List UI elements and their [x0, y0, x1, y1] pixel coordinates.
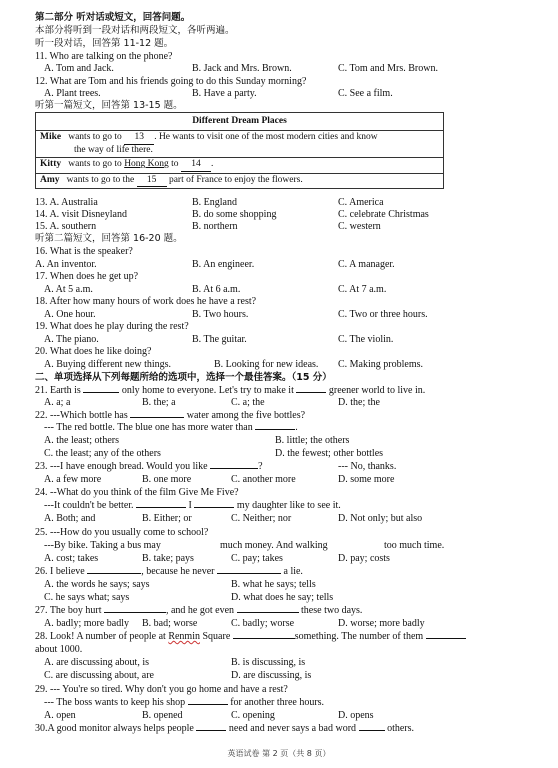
q23-stem-a: 23. ---I have enough bread. Would you like — [35, 461, 211, 472]
q21-option-d: D. the; the — [338, 397, 380, 408]
q26-stem-c: a lie. — [281, 566, 303, 577]
q27-blank-1 — [104, 612, 166, 613]
q20-stem: 20. What does he like doing? — [35, 346, 152, 357]
q11-option-b: B. Jack and Mrs. Brown. — [192, 63, 292, 74]
q21-stem-a: 21. Earth is — [35, 385, 84, 396]
q23-option-a: A. a few more — [44, 474, 102, 485]
part2-title: 第二部分 听对话或短文，回答问题。 — [35, 12, 191, 23]
q25-line2-b: much money. And walking — [220, 540, 328, 551]
q23-option-d: D. some more — [338, 474, 395, 485]
q29-line2 — [44, 697, 324, 709]
mike-text-post: . He wants to visit one of the most modern cities and know — [154, 132, 378, 143]
q12-stem: 12. What are Tom and his friends going to do this Sunday morning? — [35, 76, 307, 87]
q27-option-a: A. badly; more badly — [44, 618, 129, 629]
q25-option-d: D. pay; costs — [338, 553, 390, 564]
q22-line2-a: --- The red bottle. The blue one has more water than — [44, 422, 256, 433]
q27-option-b: B. bad; worse — [142, 618, 198, 629]
q22-blank-1 — [130, 417, 184, 418]
q21-option-a: A. a; a — [44, 397, 71, 408]
q28-stem — [35, 631, 466, 643]
q30-stem — [35, 723, 414, 735]
q29-blank — [188, 704, 228, 705]
q15-option-c: C. western — [338, 221, 381, 232]
q19-stem: 19. What does he play during the rest? — [35, 321, 189, 332]
q28-renmin: Renmin — [168, 631, 200, 642]
q23-stem — [35, 461, 263, 473]
blank-13: 13 — [124, 132, 154, 144]
q20-option-c: C. Making problems. — [338, 359, 423, 370]
mike-text-line2: the way of life there. — [74, 144, 153, 155]
q27-option-c: C. badly; worse — [231, 618, 295, 629]
q24-option-d: D. Not only; but also — [338, 513, 423, 524]
q27-option-d: D. worse; more badly — [338, 618, 425, 629]
q27-blank-2 — [237, 612, 299, 613]
q23-stem-b: ? — [258, 461, 263, 472]
q21-stem — [35, 385, 425, 397]
q30-blank-1 — [196, 730, 226, 731]
q24-option-a: A. Both; and — [44, 513, 96, 524]
q22-option-a: A. the least; others — [44, 435, 119, 446]
q25-option-a: A. cost; takes — [44, 553, 99, 564]
table-row-amy — [36, 173, 444, 188]
kitty-name: Kitty — [40, 159, 62, 170]
q27-stem-a: 27. The boy hurt — [35, 605, 104, 616]
q26-blank-1 — [87, 573, 141, 574]
q23-blank — [210, 468, 258, 469]
section2-title: 二、单项选择从下列每题所给的选项中，选择一个最佳答案。（15 分） — [35, 372, 332, 383]
q25-option-b: B. take; pays — [142, 553, 194, 564]
q24-blank-1 — [136, 507, 186, 508]
q26-option-b: B. what he says; tells — [231, 579, 316, 590]
q13-option-c: C. America — [338, 197, 384, 208]
q28-option-a: A. are discussing about, is — [44, 657, 149, 668]
q26-stem-a: 26. I believe — [35, 566, 88, 577]
q23-reply: --- No, thanks. — [338, 461, 397, 472]
q26-option-c: C. he says what; says — [44, 592, 130, 603]
q25-line2-a: ---By bike. Taking a bus may — [44, 540, 161, 551]
q21-stem-c: greener world to live in. — [326, 385, 426, 396]
q18-option-b: B. Two hours. — [192, 309, 249, 320]
q16-option-c: C. A manager. — [338, 259, 395, 270]
q24-stem: 24. --What do you think of the film Give Me Five? — [35, 487, 239, 498]
passage1-intro: 听第一篇短文，回答第 13-15 题。 — [35, 100, 183, 111]
q25-line2-c: too much time. — [384, 540, 445, 551]
q20-option-b: B. Looking for new ideas. — [214, 359, 319, 370]
q27-stem — [35, 605, 362, 617]
q16-option-a: A. An inventor. — [35, 259, 97, 270]
blank-15: 15 — [137, 175, 167, 187]
q26-option-d: D. what does he say; tells — [231, 592, 334, 603]
q17-option-b: B. At 6 a.m. — [192, 284, 241, 295]
q27-stem-b: , and he got even — [165, 605, 237, 616]
q15-option-a: 15. A. southern — [35, 221, 97, 232]
q19-option-a: A. The piano. — [44, 334, 99, 345]
q17-stem: 17. When does he get up? — [35, 271, 139, 282]
q14-option-a: 14. A. visit Disneyland — [35, 209, 127, 220]
kitty-text-post: . — [210, 159, 214, 170]
q12-option-a: A. Plant trees. — [44, 88, 101, 99]
q28-option-d: D. are discussing, is — [231, 670, 312, 681]
q30-stem-b: need and never says a bad word — [226, 723, 359, 734]
q28-option-c: C. are discussing about, are — [44, 670, 154, 681]
q16-stem: 16. What is the speaker? — [35, 246, 133, 257]
part2-intro: 本部分将听到一段对话和两段短文，各听两遍。 — [35, 25, 235, 36]
q24-blank-2 — [194, 507, 234, 508]
amy-name: Amy — [40, 174, 60, 185]
q18-stem: 18. After how many hours of work does he have a rest? — [35, 296, 257, 307]
q20-option-a: A. Buying different new things. — [44, 359, 172, 370]
q23-option-b: B. one more — [142, 474, 192, 485]
q28-line2: about 1000. — [35, 644, 83, 655]
q17-option-a: A. At 5 a.m. — [44, 284, 93, 295]
q29-option-a: A. open — [44, 710, 76, 721]
q21-blank-1 — [83, 392, 119, 393]
q14-option-c: C. celebrate Christmas — [338, 209, 429, 220]
q24-line2-a: ---It couldn't be better. — [44, 500, 137, 511]
q12-option-b: B. Have a party. — [192, 88, 257, 99]
q27-stem-c: these two days. — [298, 605, 363, 616]
q22-line2-b: . — [295, 422, 298, 433]
q28-stem-c: something. The number of them — [294, 631, 426, 642]
q18-option-a: A. One hour. — [44, 309, 96, 320]
mike-text-pre: wants to go to — [68, 132, 125, 143]
q12-option-c: C. See a film. — [338, 88, 393, 99]
q11-option-a: A. Tom and Jack. — [44, 63, 114, 74]
q29-option-d: D. opens — [338, 710, 374, 721]
table-row-mike — [36, 131, 444, 158]
q22-line2 — [44, 422, 298, 434]
q29-option-b: B. opened — [142, 710, 183, 721]
mike-name: Mike — [40, 132, 62, 143]
q21-option-b: B. the; a — [142, 397, 176, 408]
q26-stem-b: , because he never — [141, 566, 217, 577]
dialog-intro: 听一段对话，回答第 11-12 题。 — [35, 38, 174, 49]
q28-option-b: B. is discussing, is — [231, 657, 306, 668]
q25-option-c: C. pay; takes — [231, 553, 283, 564]
q21-option-c: C. a; the — [231, 397, 265, 408]
q26-blank-2 — [217, 573, 281, 574]
q13-option-b: B. England — [192, 197, 237, 208]
q29-option-c: C. opening — [231, 710, 275, 721]
q21-blank-2 — [296, 392, 326, 393]
q24-option-b: B. Either; or — [142, 513, 192, 524]
q25-stem: 25. ---How do you usually come to school? — [35, 527, 209, 538]
q14-option-b: B. do some shopping — [192, 209, 277, 220]
q22-option-c: C. the least; any of the others — [44, 448, 161, 459]
kitty-place: Hong Kong — [124, 159, 169, 170]
q28-blank-1 — [233, 638, 295, 639]
q28-stem-a: 28. Look! A number of people at — [35, 631, 169, 642]
q22-option-b: B. little; the others — [275, 435, 350, 446]
amy-text-post: part of France to enjoy the flowers. — [166, 174, 303, 185]
q24-line2-c: my daughter like to see it. — [234, 500, 341, 511]
q24-option-c: C. Neither; nor — [231, 513, 292, 524]
q21-stem-b: only home to everyone. Let's try to make it — [119, 385, 297, 396]
q23-option-c: C. another more — [231, 474, 296, 485]
q22-stem-b: water among the five bottles? — [184, 410, 306, 421]
table-title: Different Dream Places — [36, 113, 444, 131]
q15-option-b: B. northern — [192, 221, 238, 232]
q28-stem-b: Square — [199, 631, 233, 642]
q26-option-a: A. the words he says; says — [44, 579, 150, 590]
kitty-text-pre: wants to go to — [68, 159, 125, 170]
q19-option-b: B. The guitar. — [192, 334, 247, 345]
q22-option-d: D. the fewest; other bottles — [275, 448, 384, 459]
table-row-kitty — [36, 158, 444, 173]
q11-stem: 11. Who are talking on the phone? — [35, 51, 173, 62]
q22-stem-a: 22. ---Which bottle has — [35, 410, 131, 421]
passage2-intro: 听第二篇短文，回答第 16-20 题。 — [35, 233, 183, 244]
q29-line2-a: --- The boss wants to keep his shop — [44, 697, 188, 708]
q13-option-a: 13. A. Australia — [35, 197, 98, 208]
q18-option-c: C. Two or three hours. — [338, 309, 428, 320]
kitty-text-to: to — [168, 159, 181, 170]
q30-stem-c: others. — [384, 723, 415, 734]
q29-line2-b: for another three hours. — [227, 697, 325, 708]
page-footer: 英语试卷 第 2 页（共 8 页） — [227, 749, 331, 758]
q29-stem: 29. --- You're so tired. Why don't you go home and have a rest? — [35, 684, 288, 695]
q17-option-c: C. At 7 a.m. — [338, 284, 387, 295]
amy-text-pre: wants to go to the — [66, 174, 137, 185]
q30-blank-2 — [359, 730, 385, 731]
blank-14: 14 — [181, 159, 211, 171]
q22-stem — [35, 410, 305, 422]
q24-line2-b: I — [186, 500, 195, 511]
dream-places-table — [35, 112, 444, 189]
q22-blank-2 — [255, 429, 295, 430]
q19-option-c: C. The violin. — [338, 334, 394, 345]
q30-stem-a: 30.A good monitor always helps people — [35, 723, 197, 734]
q16-option-b: B. An engineer. — [192, 259, 255, 270]
q11-option-c: C. Tom and Mrs. Brown. — [338, 63, 438, 74]
q28-blank-2 — [426, 638, 466, 639]
q26-stem — [35, 566, 303, 578]
q24-line2 — [44, 500, 341, 512]
